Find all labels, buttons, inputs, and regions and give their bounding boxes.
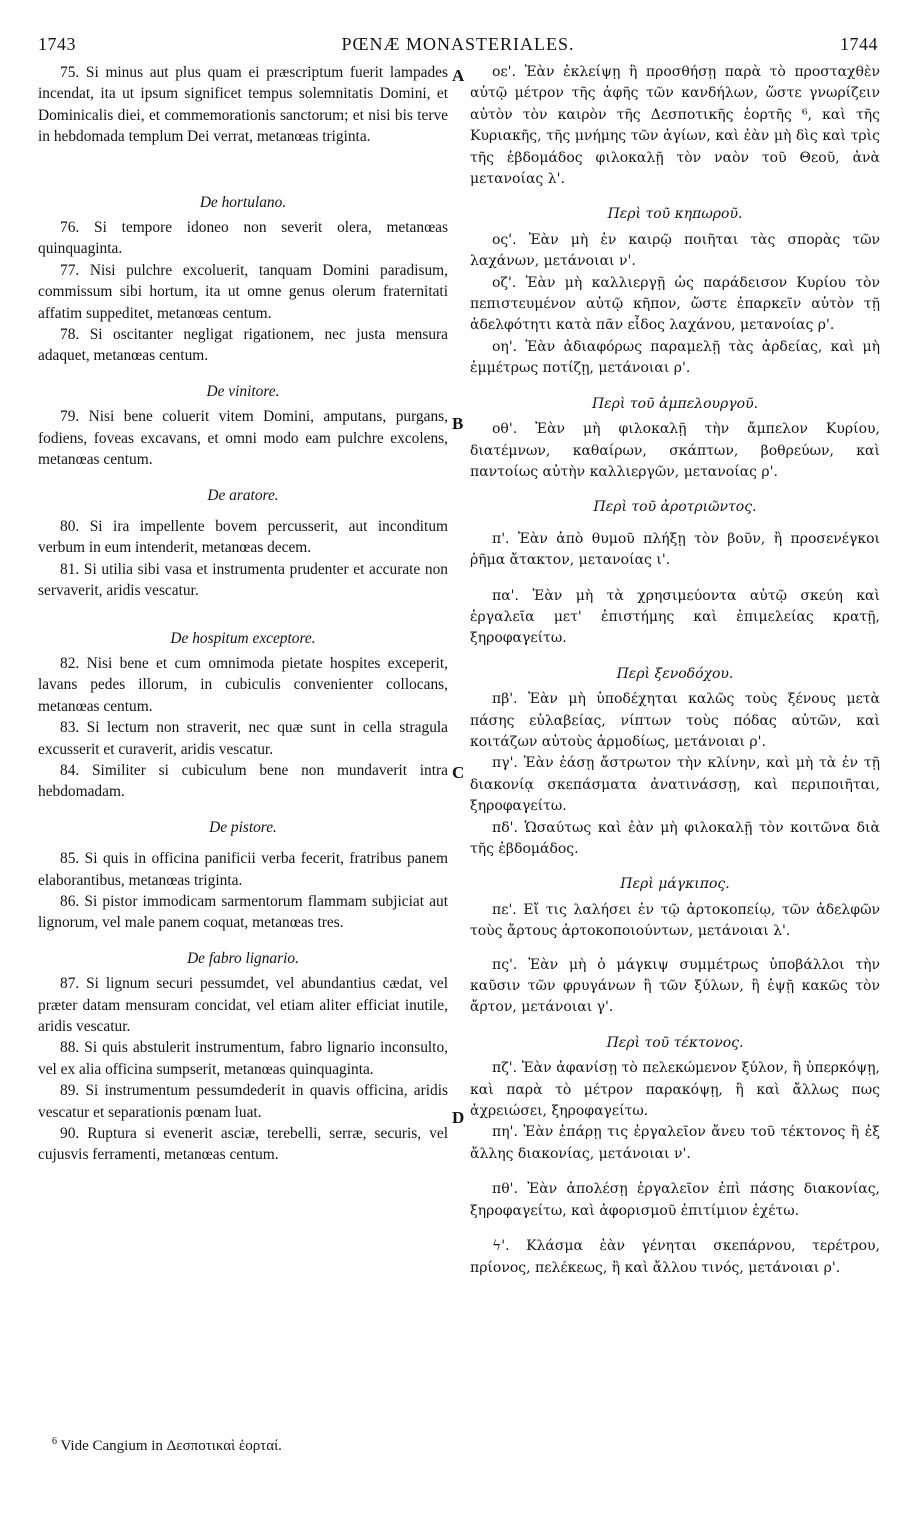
column-marker-b: B: [452, 414, 464, 433]
page-number-right: 1744: [840, 34, 878, 54]
latin-heading-hortulano: De hortulano.: [199, 193, 287, 211]
footnote-mark: 6: [52, 1436, 57, 1447]
greek-heading-kepouros: Περὶ τοῦ κηπωροῦ.: [607, 206, 743, 223]
latin-entry-88: 88. Si quis abstulerit instrumentum, fabro lignario inconsulto, vel ex alia officina sumpserit, metanœas quinquaginta.: [38, 1039, 448, 1078]
greek-entry-76: ος'. Ἐὰν μὴ ἐν καιρῷ ποιῆται τὰς σπορὰς τῶν λαχάνων, μετάνοιαι ν'.: [470, 231, 880, 270]
column-marker-d: D: [452, 1108, 465, 1127]
latin-entry-82: 82. Nisi bene et cum omnimoda pietate hospites exceperit, lavans pedes illorum, in cubiculis convenienter collocans, metanœas centum.: [38, 654, 448, 715]
latin-entry-85: 85. Si quis in officina panificii verba fecerit, fratribus panem elaborantibus, metanœas triginta.: [38, 850, 448, 889]
latin-entry-89: 89. Si instrumentum pessumdederit in quavis officina, aridis vescatur et separationis pœnam luat.: [38, 1082, 448, 1121]
running-title: PŒNÆ MONASTERIALES.: [341, 34, 575, 54]
footnote-text: Vide Cangium in Δεσποτικαὶ ἑορταί.: [60, 1438, 282, 1454]
greek-entry-82: πβ'. Ἐὰν μὴ ὑποδέχηται καλῶς τοὺς ξένους μετὰ πάσης εὐλαβείας, νίπτων τοὺς πόδας αὐτῶν, καὶ κοιτάζων αὐτοὺς ἁρμοδίως, μετάνοιαι ρ'.: [470, 691, 880, 750]
footnote: [52, 1436, 282, 1455]
greek-entry-79: οθ'. Ἐὰν μὴ φιλοκαλῇ τὴν ἄμπελον Κυρίου, διατέμνων, καθαίρων, σκάπτων, βοθρεύων, καὶ παντοίως αὐτὴν καλλιεργῶν, μετανοίας ρ'.: [470, 421, 880, 480]
latin-entry-80: 80. Si ira impellente bovem percusserit, aut inconditum verbum in eum intenderit, metanœas decem.: [38, 517, 448, 557]
greek-entry-86: πς'. Ἐὰν μὴ ὁ μάγκιψ συμμέτρως ὑποβάλλοι τὴν καῦσιν τῶν φρυγάνων ἢ τῶν ξύλων, ἢ ἑψῇ κακῶς τὸν ἄρτον, μετάνοιαι γ'.: [470, 956, 880, 1016]
latin-entry-78: 78. Si oscitanter negligat rigationem, nec justa mensura adaquet, metanœas centum.: [38, 326, 448, 365]
latin-entry-86: 86. Si pistor immodicam sarmentorum flammam subjiciat aut lignorum, vel male panem coquat, metanœas tres.: [38, 893, 448, 932]
greek-entry-75: οε'. Ἐὰν ἐκλείψῃ ἢ προσθήσῃ παρὰ τὸ προσταχθὲν αὐτῷ μέτρον τῆς ἀφῆς τῶν κανδήλων, ὥστε γνωρίζειν αὐτὸν τὸν καιρὸν τῆς Δεσποτικῆς ἑορτῆς ⁶, καὶ τῆς Κυριακῆς, τῆς μνήμης τῶν ἁγίων, καὶ ἐὰν μὴ δὶς καὶ τρὶς τῆς ἑβδομάδος φιλοκαλῇ τὸν ναὸν τοῦ Θεοῦ, ἀνὰ μετανοίας λ'.: [470, 64, 880, 188]
latin-heading-pistore: De pistore.: [209, 818, 277, 836]
latin-entry-84: 84. Similiter si cubiculum bene non mundaverit intra hebdomadam.: [38, 761, 448, 801]
greek-entry-87: πζ'. Ἐὰν ἀφανίσῃ τὸ πελεκώμενον ξύλον, ἢ ὑπερκόψῃ, καὶ παρὰ τὸ μέτρον παρακόψῃ, ἢ καὶ ἄλλως πως ἀχρειώσει, ξηροφαγείτω.: [470, 1060, 880, 1120]
greek-entry-90: ϟ'. Κλάσμα ἐὰν γένηται σκεπάρνου, τερέτρου, πρίονος, πελέκεως, ἢ καὶ ἄλλου τινός, μετάνοιαι ρ'.: [470, 1238, 880, 1276]
latin-entry-79: 79. Nisi bene coluerit vitem Domini, amputans, purgans, fodiens, foveas excavans, et omni modo eam pulchre excolens, metanœas centum.: [38, 408, 448, 469]
latin-column: [38, 62, 448, 1166]
latin-entry-87: 87. Si lignum securi pessumdet, vel abundantius cædat, vel præter datam mensuram concidat, vel etiam aliter efficiat inutile, aridis vescatur.: [38, 975, 448, 1036]
latin-entry-90: 90. Ruptura si evenerit asciæ, terebelli, serræ, securis, vel cujusvis ferramenti, metanœas centum.: [38, 1125, 448, 1164]
latin-entry-75: 75. Si minus aut plus quam ei præscriptum fuerit lampades incendat, ita ut ipsum significet tempus solemnitatis Domini, et Dominicalis diei, et commemorationis sanctorum; et nisi bis terve in hebdomada templum Dei verrat, metanœas triginta.: [38, 64, 448, 146]
greek-entry-81: πα'. Ἐὰν μὴ τὰ χρησιμεύοντα αὐτῷ σκεύη καὶ ἐργαλεῖα μετ' ἐπιστήμης καὶ ἐπιμελείας κρατῇ, ξηροφαγείτω.: [470, 587, 880, 647]
page-header: [38, 34, 878, 58]
greek-entry-78: οη'. Ἐὰν ἀδιαφόρως παραμελῇ τὰς ἀρδείας, καὶ μὴ ἐμμέτρως ποτίζῃ, μετάνοιαι ρ'.: [470, 338, 880, 377]
latin-heading-aratore: De aratore.: [207, 486, 279, 504]
latin-entry-76: 76. Si tempore idoneo non severit olera, metanœas quinquaginta.: [38, 219, 448, 258]
greek-column: [470, 62, 880, 1279]
latin-heading-fabro: De fabro lignario.: [187, 949, 299, 967]
greek-entry-88: πη'. Ἐὰν ἐπάρῃ τις ἐργαλεῖον ἄνευ τοῦ τέκτονος ἢ ἐξ ἄλλης διακονίας, μετάνοιαι ν'.: [470, 1124, 880, 1162]
greek-entry-83: πγ'. Ἐὰν ἐάσῃ ἄστρωτον τὴν κλίνην, καὶ μὴ τὰ ἐν τῇ διακονίᾳ σκεπάσματα ἀνατινάσσῃ, καὶ περιποιῆται, ξηροφαγείτω.: [470, 755, 880, 815]
greek-heading-tekton: Περὶ τοῦ τέκτονος.: [606, 1034, 744, 1051]
greek-entry-89: πθ'. Ἐὰν ἀπολέσῃ ἐργαλεῖον ἐπὶ πάσης διακονίας, ξηροφαγείτω, καὶ ἀφορισμοῦ ἐπιτίμιον ἐχέτω.: [470, 1181, 880, 1219]
latin-entry-83: 83. Si lectum non straverit, nec quæ sunt in cella stragula excusserit et curaverit, aridis vescatur.: [38, 719, 448, 758]
latin-heading-vinitore: De vinitore.: [206, 382, 280, 400]
greek-entry-85: πε'. Εἴ τις λαλήσει ἐν τῷ ἀρτοκοπείῳ, τῶν ἀδελφῶν τοὺς ἄρτους ἀρτοκοποιούντων, μετάνοιαι λ'.: [470, 901, 880, 940]
greek-entry-80: π'. Ἐὰν ἀπὸ θυμοῦ πλήξῃ τὸν βοῦν, ἢ προσενέγκοι ῥῆμα ἄτακτον, μετανοίας ι'.: [470, 530, 880, 569]
page-number-left: 1743: [38, 34, 76, 54]
greek-entry-84: πδ'. Ὡσαύτως καὶ ἐὰν μὴ φιλοκαλῇ τὸν κοιτῶνα διὰ τῆς ἑβδομάδος.: [470, 819, 880, 857]
greek-heading-arotrion: Περὶ τοῦ ἀροτριῶντος.: [593, 499, 757, 516]
latin-entry-81: 81. Si utilia sibi vasa et instrumenta prudenter et accurate non servaverit, aridis vescatur.: [38, 560, 448, 600]
latin-heading-hospitum: De hospitum exceptore.: [170, 629, 316, 647]
column-marker-a: A: [452, 66, 465, 85]
greek-heading-ampelourgos: Περὶ τοῦ ἀμπελουργοῦ.: [591, 395, 759, 412]
greek-heading-magkipos: Περὶ μάγκιπος.: [620, 876, 730, 893]
greek-entry-77: οζ'. Ἐὰν μὴ καλλιεργῇ ὡς παράδεισον Κυρίου τὸν πεπιστευμένον αὐτῷ κῆπον, ὥστε ἐπαρκεῖν αὐτὸν τῇ ἀδελφότητι κατὰ πᾶν εἶδος λαχάνου, μετανοίας ρ'.: [470, 274, 880, 334]
latin-entry-77: 77. Nisi pulchre excoluerit, tanquam Domini paradisum, commissum sibi hortum, ita ut omne genus olerum fraternitati affatim suppeditet, metanœas centum.: [38, 261, 448, 322]
column-marker-c: C: [452, 763, 465, 782]
greek-heading-xenodochos: Περὶ ξενοδόχου.: [616, 665, 734, 682]
